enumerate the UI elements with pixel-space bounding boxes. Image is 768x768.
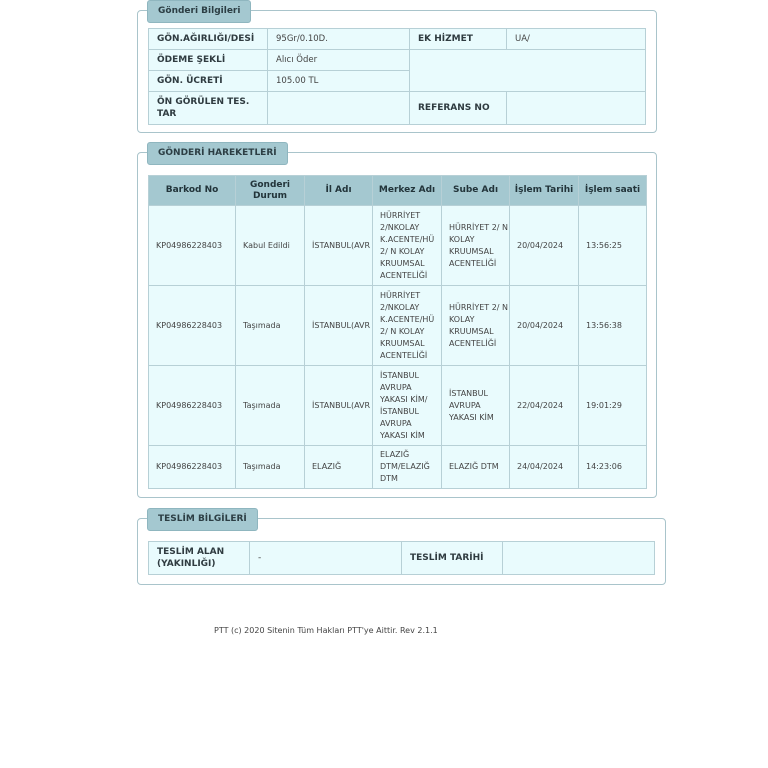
header-barcode: Barkod No	[149, 176, 236, 206]
expected-date-value	[268, 92, 410, 125]
footer-copyright: PTT (c) 2020 Sitenin Tüm Hakları PTT'ye Aittir. Rev 2.1.1	[214, 626, 438, 635]
cell-status: Taşımada	[236, 366, 305, 446]
cell-city: İSTANBUL(AVR	[305, 206, 373, 286]
header-city: İl Adı	[305, 176, 373, 206]
header-branch: Sube Adı	[442, 176, 510, 206]
expected-date-label: ÖN GÖRÜLEN TES. TAR	[149, 92, 268, 125]
shipment-info-table	[148, 28, 646, 125]
cell-city: İSTANBUL(AVR	[305, 366, 373, 446]
cell-city: ELAZIĞ	[305, 446, 373, 489]
cell-status: Kabul Edildi	[236, 206, 305, 286]
weight-label: GÖN.AĞIRLIĞI/DESİ	[149, 29, 268, 50]
weight-value: 95Gr/0.10D.	[268, 29, 410, 50]
movements-table	[148, 175, 647, 489]
cell-time: 13:56:25	[579, 206, 647, 286]
delivery-table	[148, 541, 655, 575]
header-date: İşlem Tarihi	[510, 176, 579, 206]
extra-service-label: EK HİZMET	[410, 29, 507, 50]
cell-center: ELAZIĞ DTM/ELAZIĞ DTM	[373, 446, 442, 489]
cell-barcode: KP04986228403	[149, 206, 236, 286]
shipment-info-panel	[137, 6, 657, 133]
table-row	[149, 286, 647, 366]
reference-label: REFERANS NO	[410, 92, 507, 125]
table-row	[149, 206, 647, 286]
receiver-label: TESLİM ALAN (YAKINLIĞI)	[149, 542, 250, 575]
fee-label: GÖN. ÜCRETİ	[149, 71, 268, 92]
cell-barcode: KP04986228403	[149, 366, 236, 446]
movements-panel	[137, 148, 657, 498]
payment-label: ÖDEME ŞEKLİ	[149, 50, 268, 71]
cell-branch: İSTANBUL AVRUPA YAKASI KİM	[442, 366, 510, 446]
cell-branch: HÜRRİYET 2/ N KOLAY KRUUMSAL ACENTELİĞİ	[442, 286, 510, 366]
cell-time: 13:56:38	[579, 286, 647, 366]
table-row	[149, 366, 647, 446]
empty-cell	[410, 50, 646, 92]
cell-time: 19:01:29	[579, 366, 647, 446]
header-status: Gonderi Durum	[236, 176, 305, 206]
movements-header-row	[149, 176, 647, 206]
extra-service-value: UA/	[507, 29, 646, 50]
payment-value: Alıcı Öder	[268, 50, 410, 71]
shipment-info-legend: Gönderi Bilgileri	[147, 0, 251, 23]
header-center: Merkez Adı	[373, 176, 442, 206]
cell-center: İSTANBUL AVRUPA YAKASI KİM/ İSTANBUL AVRUPA YAKASI KİM	[373, 366, 442, 446]
fee-value: 105.00 TL	[268, 71, 410, 92]
cell-date: 24/04/2024	[510, 446, 579, 489]
delivery-legend: TESLİM BİLGİLERİ	[147, 508, 258, 531]
cell-barcode: KP04986228403	[149, 286, 236, 366]
receiver-value: -	[250, 542, 402, 575]
cell-branch: ELAZIĞ DTM	[442, 446, 510, 489]
cell-status: Taşımada	[236, 446, 305, 489]
movements-legend: GÖNDERİ HAREKETLERİ	[147, 142, 288, 165]
cell-city: İSTANBUL(AVR	[305, 286, 373, 366]
cell-time: 14:23:06	[579, 446, 647, 489]
cell-center: HÜRRİYET 2/NKOLAY K.ACENTE/HÜ 2/ N KOLAY KRUUMSAL ACENTELİĞİ	[373, 206, 442, 286]
table-row	[149, 446, 647, 489]
delivery-date-label: TESLİM TARİHİ	[402, 542, 503, 575]
cell-status: Taşımada	[236, 286, 305, 366]
cell-center: HÜRRİYET 2/NKOLAY K.ACENTE/HÜ 2/ N KOLAY KRUUMSAL ACENTELİĞİ	[373, 286, 442, 366]
delivery-panel	[137, 514, 666, 585]
delivery-date-value	[503, 542, 655, 575]
cell-date: 20/04/2024	[510, 286, 579, 366]
cell-branch: HÜRRİYET 2/ N KOLAY KRUUMSAL ACENTELİĞİ	[442, 206, 510, 286]
cell-date: 20/04/2024	[510, 206, 579, 286]
reference-value	[507, 92, 646, 125]
cell-date: 22/04/2024	[510, 366, 579, 446]
header-time: İşlem saati	[579, 176, 647, 206]
cell-barcode: KP04986228403	[149, 446, 236, 489]
